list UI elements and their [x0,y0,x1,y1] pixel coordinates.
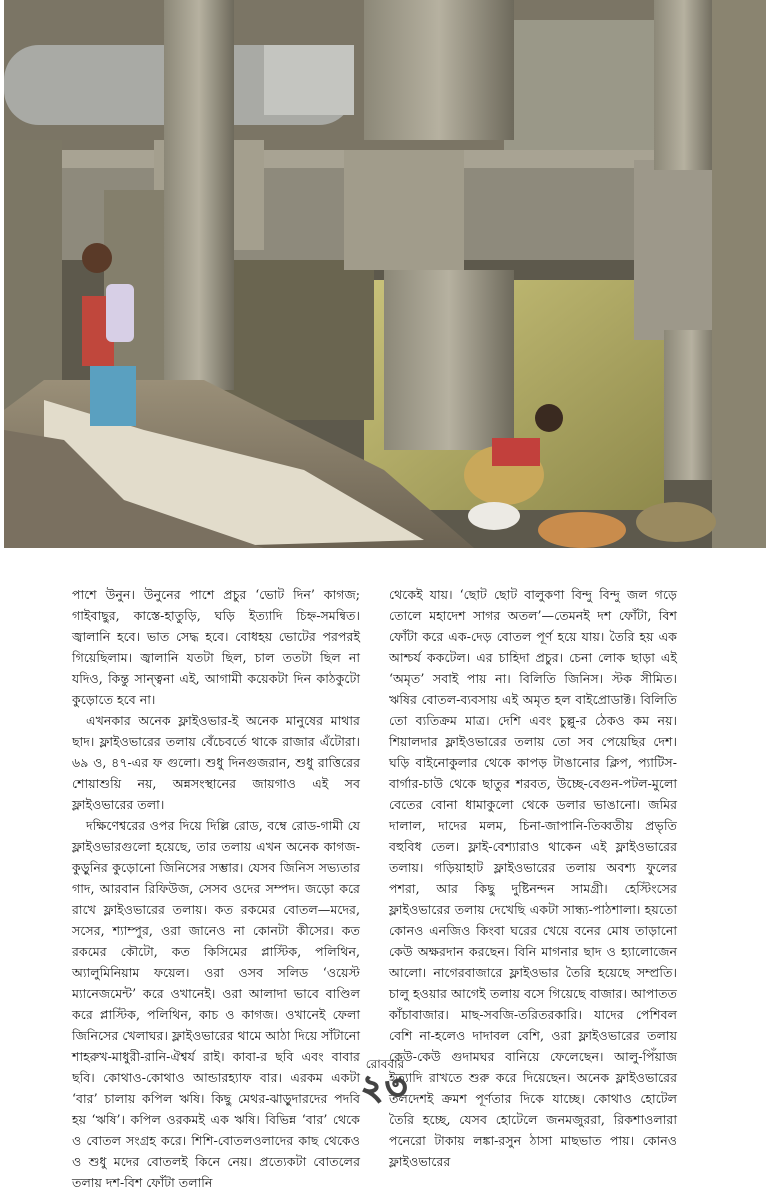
paragraph: থেকেই যায়। ‘ছোট ছোট বালুকণা বিন্দু বিন্দু জল গড়ে তোলে মহাদেশ সাগর অতল’—তেমনই দশ ফোঁটা, বিশ ফোঁটা করে এক-দেড় বোতল পূর্ণ হয়ে যায়। তৈরি হয় এক আশ্চর্য ককটেল। এর চাহিদা প্রচুর। চেনা লোক ছাড়া এই ‘অমৃত’ সবাই পায় না। বিলিতি জিনিস। স্টক সীমিত। ঋষির বোতল-ব্যবসায় এই অমৃত হল বাইপ্রোডাক্ট। বিলিতি তো ব্যতিক্রম মাত্র। দেশি এবং চুল্লু-র ঠেকও কম নয়। শিয়ালদার ফ্লাইওভারের তলায় তো সব পেয়েছির দেশ। ঘড়ি বাইনোকুলার থেকে কাপড় টাঙানোর ক্লিপ, প্যাটিস-বার্গার-চাউ থেকে ছাতুর শরবত, উচ্ছে-বেগুন-পটল-মুলো বেতের বোনা ধামাকুলো থেকে ডলার ভাঙানো। জমির দালাল, দাদের মলম, চিনা-জাপানি-তিব্বতীয় প্রভৃতি বহুবিধ তেল। ফ্লাই-বেশ্যারাও থাকেন এই ফ্লাইওভারের তলায়। গড়িয়াহাট ফ্লাইওভারের তলায় অবশ্য ফুলের পশরা, আর কিছু দুষ্টিনন্দন সামগ্রী। হেস্টিংসের ফ্লাইওভারের তলায় দেখেছি একটা সান্ধ্য-পাঠশালা। হয়তো কোনও এনজিও কিংবা ঘরের খেয়ে বনের মোষ তাড়ানো কেউ অক্ষরদান করছেন। বিনি মাগনার ছাদ ও হ্যালোজেন আলো। নাগেরবাজারে ফ্লাইওভার তৈরি হয়েছে সম্প্রতি। চালু হওয়ার আগেই তলায় বসে গিয়েছে বাজার। আপাতত কাঁচাবাজার। মাছ-সবজি-তরিতরকারি। যাদের পেশিবল বেশি না-হলেও দাদাবল বেশি, ওরা ফ্লাইওভারের তলায় কেউ-কেউ গুদামঘর বানিয়ে ফেলেছেন। আলু-পিঁয়াজ ইত্যাদি রাখতে শুরু করে দিয়েছেন। অনেক ফ্লাইওভারের তলদেশই ক্রমশ পূর্ণতার দিকে যাচ্ছে। কোথাও হোটেল তৈরি হচ্ছে, যেসব হোটেলে জনমজুররা, রিকশাওলারা পনেরো টাকায় লঙ্কা-রসুন ঠাসা মাছভাত পায়। কোনও ফ্লাইওভারের [389,587,677,1169]
photo-under-flyover-icon [4,0,766,548]
page-number: ২৩ [360,1068,410,1108]
paragraph: পাশে উনুন। উনুনের পাশে প্রচুর ‘ভোট দিন’ কাগজ; গাইবাছুর, কাস্তে-হাতুড়ি, ঘড়ি ইত্যাদি চিহ্ন-সমন্বিত। জ্বালানি হবে। ভাত সেদ্ধ হবে। বোধহয় ভোটের পরপরই গিয়েছিলাম। জ্বালানি যতটা ছিল, চাল ততটা ছিল না যদিও, কিন্তু সান্ত্বনা এই, আগামী কয়েকটা দিন কাঠকুটো কুড়োতে হবে না। [72,587,360,707]
paragraph: এখনকার অনেক ফ্লাইওভার-ই অনেক মানুষের মাথার ছাদ। ফ্লাইওভারের তলায় বেঁচেবর্তে থাকে রাজার এঁটোরা। ৬৯ ও, ৪৭-এর ফ গুলো। শুধু দিনগুজরান, শুধু রাত্তিরের শোয়াশুয়ি নয়, অন্নসংস্থানের জায়গাও এই সব ফ্লাইওভারের তলা। [72,713,360,812]
paragraph: দক্ষিণেশ্বরের ওপর দিয়ে দিল্লি রোড, বম্বে রোড-গামী যে ফ্লাইওভারগুলো হয়েছে, তার তলায় এখন অনেক কাগজ-কুড়ুনির কুড়োনো জিনিসের সম্ভার। যেসব জিনিস সভ্যতার গাদ, আরবান রিফিউজ, সেসব ওদের সম্পদ। জড়ো করে রাখে ফ্লাইওভারের তলায়। কত রকমের বোতল—মদের, সসের, শ্যাম্পুর, ওরা জানেও না কোনটা কীসের। কত রকমের কৌটো, কত কিসিমের প্লাস্টিক, পলিথিন, অ্যালুমিনিয়াম ফয়েল। ওরা ওসব সলিড ‘ওয়েস্ট ম্যানেজমেন্ট’ করে ওখানেই। ওরা আলাদা ভাবে বাণ্ডিল করে প্লাস্টিক, পলিথিন, কাচ ও কাগজ। ওখানেই ফেলা জিনিসের খেলাঘর। ফ্লাইওভারের থামে আঠা দিয়ে সাঁটানো শাহরুখ-মাধুরী-রানি-ঐশ্বর্য রাই। কাবা-র ছবি এবং বাবার ছবি। কোথাও-কোথাও আন্ডারহ্যাফ বার। এরকম একটা ‘বার’ চালায় কপিল ঋষি। কিছু মেথর-ঝাড়ুদারদের পদবি হয় ‘ঋষি’। কপিল ওরকমই এক ঋষি। বিভিন্ন ‘বার’ থেকে ও বোতল সংগ্রহ করে। শিশি-বোতলওলাদের কাছ থেকেও ও শুধু মদের বোতলই কিনে নেয়। প্রত্যেকটা বোতলের তলায় দশ-বিশ ফোঁটা তলানি [72,818,360,1190]
magazine-name: রোববার [365,1057,405,1071]
flyover-photo [4,0,766,548]
